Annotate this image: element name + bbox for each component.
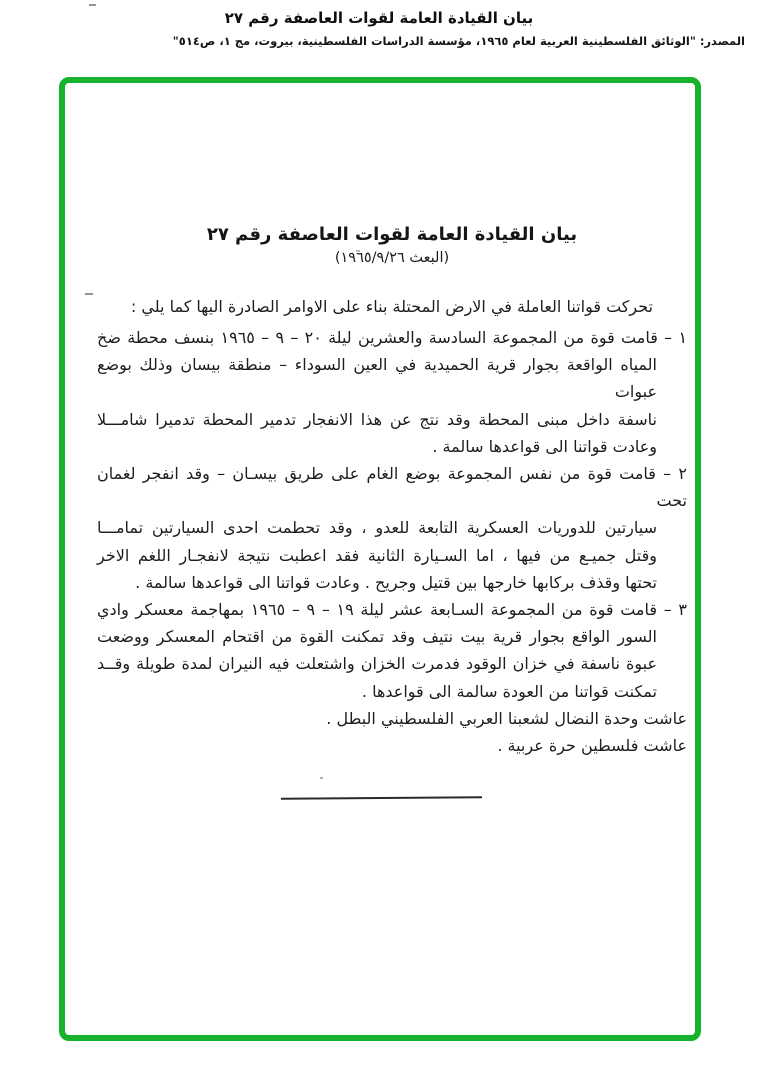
item-line: المياه الواقعة بجوار قرية الحميدية في العين السوداء – منطقة بيسان وذلك بوضع عبوات bbox=[97, 355, 657, 402]
statement-item bbox=[97, 324, 687, 460]
item-line: ١ – قامت قوة من المجموعة السادسة والعشرين ليلة ٢٠ – ٩ – ١٩٦٥ بنسف محطة ضخ bbox=[97, 328, 688, 347]
scan-speck bbox=[236, 237, 241, 239]
scanned-document-frame bbox=[59, 77, 701, 1041]
item-line: عبوة ناسفة في خزان الوقود فدمرت الخزان واشتعلت فيه النيران لمدة طويلة وقــد bbox=[97, 654, 657, 674]
item-line: وقتل جميـع من فيها ، اما السـيارة الثانية فقد اعطبت نتيجة لانفجـار اللغم الاخر bbox=[97, 545, 657, 565]
scan-speck bbox=[356, 250, 360, 252]
signature-divider-line bbox=[281, 796, 482, 799]
statement-item bbox=[97, 460, 687, 596]
item-line: تمكنت قواتنا من العودة سالمة الى قواعدها . bbox=[361, 681, 657, 701]
item-line: ٣ – قامت قوة من المجموعة السـابعة عشر ليلة ١٩ – ٩ – ١٩٦٥ بمهاجمة معسكر وادي bbox=[97, 600, 687, 620]
item-line: ٢ – قامت قوة من نفس المجموعة بوضع الغام على طريق بيسـان – وقد انفجر لغمان تحت bbox=[97, 464, 687, 511]
items-list bbox=[97, 324, 687, 705]
scan-speck bbox=[85, 293, 93, 295]
scan-speck bbox=[89, 4, 96, 6]
page-title: بيان القيادة العامة لقوات العاصفة رقم ٢٧ bbox=[224, 9, 534, 27]
item-line: تحتها وقذف بركابها خارجها بين قتيل وجريح . وعادت قواتنا الى قواعدها سالمة . bbox=[135, 572, 657, 592]
closing-slogan-2: عاشت فلسطين حرة عربية . bbox=[497, 736, 687, 756]
statement-date-line: (البعث ١٩٦٥/٩/٢٦) bbox=[334, 250, 450, 266]
item-line: وعادت قواتنا الى قواعدها سالمة . bbox=[432, 436, 657, 456]
item-line: سيارتين للدوريات العسكرية التابعة للعدو ، وقد تحطمت احدى السيارتين تمامـــا bbox=[97, 518, 657, 538]
item-line: السور الواقع بجوار قرية بيت نتيف وقد تمكنت القوة من اقتحام المعسكر ووضعت bbox=[97, 627, 657, 647]
source-citation: المصدر: "الوثائق الفلسطينية العربية لعام ١٩٦٥، مؤسسة الدراسات الفلسطينية، بيروت، مج ١، ص٥١٤" bbox=[172, 34, 745, 48]
statement-title: بيان القيادة العامة لقوات العاصفة رقم ٢٧ bbox=[206, 224, 578, 245]
closing-slogan-1: عاشت وحدة النضال لشعبنا العربي الفلسطيني البطل . bbox=[326, 708, 687, 728]
document-body bbox=[65, 83, 695, 759]
statement-intro: تحركت قواتنا العاملة في الارض المحتلة بناء على الاوامر الصادرة اليها كما يلي : bbox=[130, 297, 653, 316]
item-line: ناسفة داخل مبنى المحطة وقد نتج عن هذا الانفجار تدمير المحطة تدميرا شامـــلا bbox=[97, 409, 657, 429]
scan-speck bbox=[320, 777, 323, 779]
page-header bbox=[0, 9, 758, 48]
statement-item bbox=[97, 596, 687, 705]
